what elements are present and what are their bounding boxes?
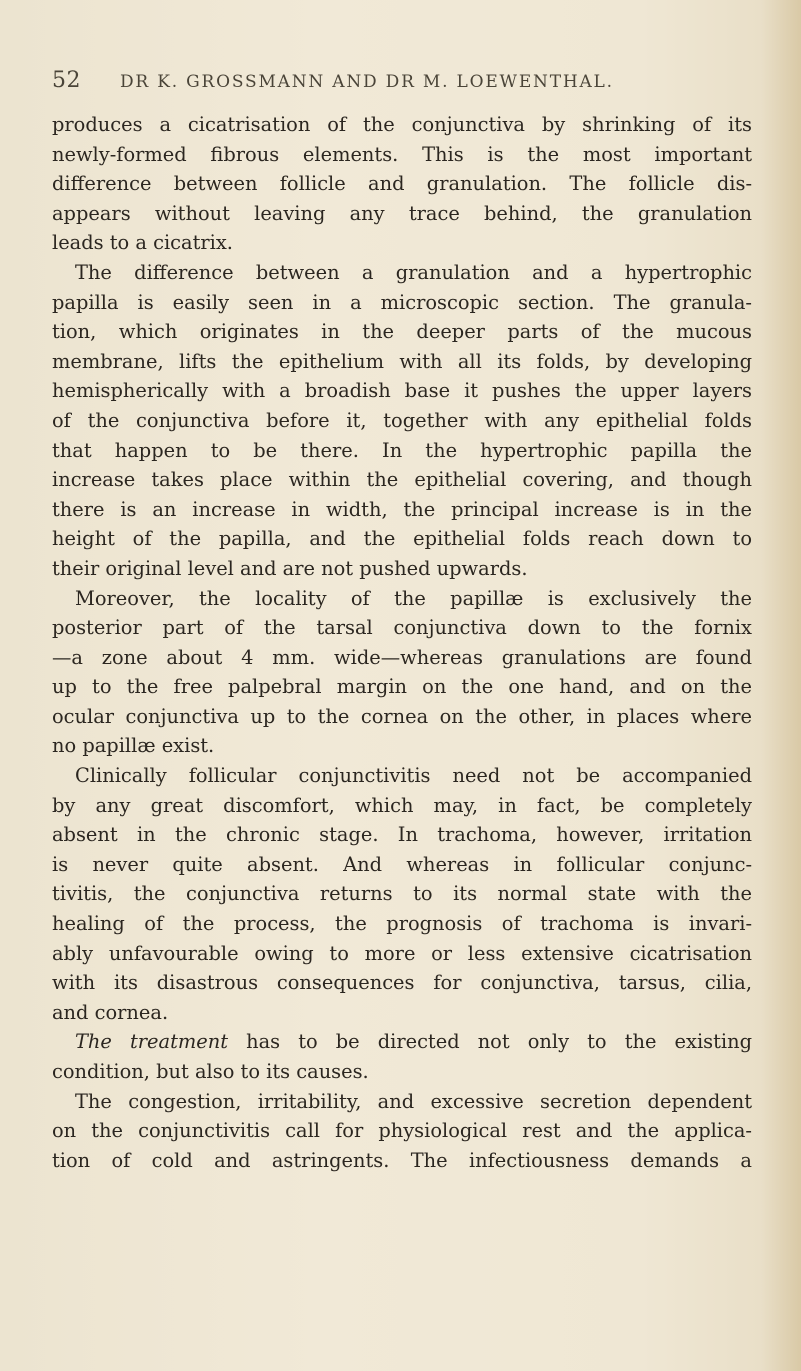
text-line: leads to a cicatrix. [52,231,233,255]
text-line: there is an increase in width, the principal increase is in the [52,497,752,521]
text-line: —a zone about 4 mm. wide—whereas granulations are found [52,645,752,669]
text-line: ocular conjunctiva up to the cornea on the other, in places where [52,704,752,728]
text-line: produces a cicatrisation of the conjunctiva by shrinking of its [52,113,752,136]
paragraph-start: Moreover, the locality of the papillæ is exclusively the [75,586,752,610]
text-line: condition, but also to its causes. [52,1060,369,1083]
italic-phrase: The treatment [75,1030,229,1054]
text-line: membrane, lifts the epithelium with all its folds, by developing [52,349,752,373]
text-line: their original level and are not pushed upwards. [52,556,528,580]
text-line: tion of cold and astringents. The infectiousness demands a [52,1148,752,1172]
text-line: increase takes place within the epithelial covering, and though [52,468,752,492]
paragraph-start: The difference between a granulation and a hypertrophic [75,260,752,284]
text-line: appears without leaving any trace behind, the granulation [52,201,752,225]
text-line: with its disastrous consequences for conjunctiva, tarsus, cilia, [52,971,752,995]
text-line: newly-formed fibrous elements. This is the most important [52,142,752,166]
text-line: and cornea. [52,1000,169,1024]
text-line: that happen to be there. In the hypertrophic papilla the [52,438,752,462]
text-line: no papillæ exist. [52,734,215,758]
text-line: healing of the process, the prognosis of trachoma is invari- [52,912,752,936]
text-line: hemispherically with a broadish base it pushes the upper layers [52,379,752,403]
text-line: absent in the chronic stage. In trachoma, however, irritation [52,823,752,847]
paragraph-start: Clinically follicular conjunctivitis need not be accompanied [75,764,752,788]
text-line: tivitis, the conjunctiva returns to its normal state with the [52,882,752,906]
page-header [52,68,752,98]
paragraph-start: The congestion, irritability, and excessive secretion dependent [75,1089,752,1113]
body-text [52,110,752,1175]
text-line: papilla is easily seen in a microscopic section. The granula- [52,290,752,314]
text-line: of the conjunctiva before it, together with any epithelial folds [52,408,752,432]
text-line: ably unfavourable owing to more or less extensive cicatrisation [52,941,752,965]
text-line: tion, which originates in the deeper parts of the mucous [52,320,752,344]
text-line: is never quite absent. And whereas in follicular conjunc- [52,852,752,876]
text-line: posterior part of the tarsal conjunctiva down to the fornix [52,616,752,640]
page-number: 52 [52,68,81,93]
text-fragment: has to be directed not only to the existing [246,1030,752,1054]
text-line: height of the papilla, and the epithelial folds reach down to [52,527,752,551]
text-line: difference between follicle and granulation. The follicle dis- [52,172,752,196]
text-line: by any great discomfort, which may, in fact, be completely [52,793,752,817]
text-line: on the conjunctivitis call for physiological rest and the applica- [52,1119,752,1143]
paragraph-start [52,1027,752,1057]
running-head: DR K. GROSSMANN AND DR M. LOEWENTHAL. [120,72,614,92]
text-line: up to the free palpebral margin on the one hand, and on the [52,675,752,699]
